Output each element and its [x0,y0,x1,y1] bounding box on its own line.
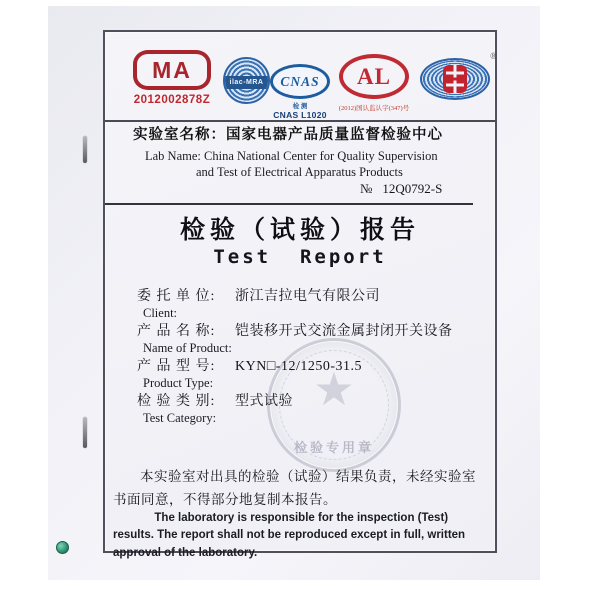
scan-page [48,6,540,580]
field-label-cn: 委 托 单 位: [137,289,216,304]
header-divider [105,120,495,122]
fields-block [137,288,453,428]
field-label-en: Name of Product: [143,341,232,355]
field-value: 铠装移开式交流金属封闭开关设备 [235,324,453,339]
numero-symbol: № [360,181,373,196]
seal-star-icon: ★ [313,364,355,415]
cma-number: 2012002878Z [133,94,211,106]
staple-top [83,136,87,163]
cma-mark-icon [133,50,211,90]
field-product-type [137,358,453,391]
field-value: 浙江吉拉电气有限公司 [235,289,380,304]
cal-mark-letters: AL [357,63,391,89]
lab-name-en-line1: Lab Name: China National Center for Quality Supervision [145,148,438,163]
report-number-line [360,181,442,197]
report-title-cn: 检验（试验）报告 [179,215,420,244]
field-label-cn: 产 品 型 号: [137,359,216,374]
field-test-category [137,393,453,426]
report-title-en: Test Report [213,246,387,268]
field-label-cn: 产 品 名 称: [137,324,216,339]
field-value: KYN□-12/1250-31.5 [235,359,363,374]
cma-logo [123,50,221,106]
report-number: 12Q0792-S [382,181,443,196]
electrical-emblem-icon [443,65,467,93]
registered-trademark-icon: ® [490,51,497,61]
field-value: 型式试验 [235,394,293,409]
cal-mark-icon [339,54,409,99]
report-frame [103,30,497,559]
globe-icon [223,57,270,104]
cnas-mark-icon [270,64,330,99]
cma-mark-letters: MA [152,56,192,83]
electrical-cert-logo [417,51,497,100]
field-client [137,288,453,321]
ilac-mra-logo [223,57,271,104]
cnas-logo [269,64,331,120]
cal-accreditation-number: (2012)国认监认字(347)号 [338,105,410,112]
lab-name-en-line2: and Test of Electrical Apparatus Products [196,165,403,180]
field-label-cn: 检 验 类 别: [137,394,216,409]
page-marker-dot [56,541,69,554]
report-number-rule [105,203,473,205]
field-label-en: Client: [143,306,178,320]
cnas-mark-letters: CNAS [280,73,320,89]
field-product-name [137,323,453,356]
globe-icon [420,58,490,100]
cal-logo [331,54,417,112]
lab-name-cn: 实验室名称：国家电器产品质量监督检验中心 [133,127,443,143]
ilac-band-label: ilac-MRA [225,76,268,89]
footer-statement-cn: 本实验室对出具的检验（试验）结果负责，未经实验室书面同意，不得部分地复制本报告。 [113,469,476,507]
seal-text: 检验专用章 [293,440,374,455]
lab-name-block [133,126,443,180]
field-label-en: Product Type: [143,376,214,390]
field-label-en: Test Category: [143,411,217,425]
cnas-sub-label: 检 测 [292,103,308,110]
footer-statement-en: The laboratory is responsible for the inspection (Test) results. The report shall not be reproduced except in full, written approval of the laboratory. [113,512,466,559]
cnas-accreditation-number: CNAS L1020 [273,110,327,120]
staple-bottom [83,417,87,448]
